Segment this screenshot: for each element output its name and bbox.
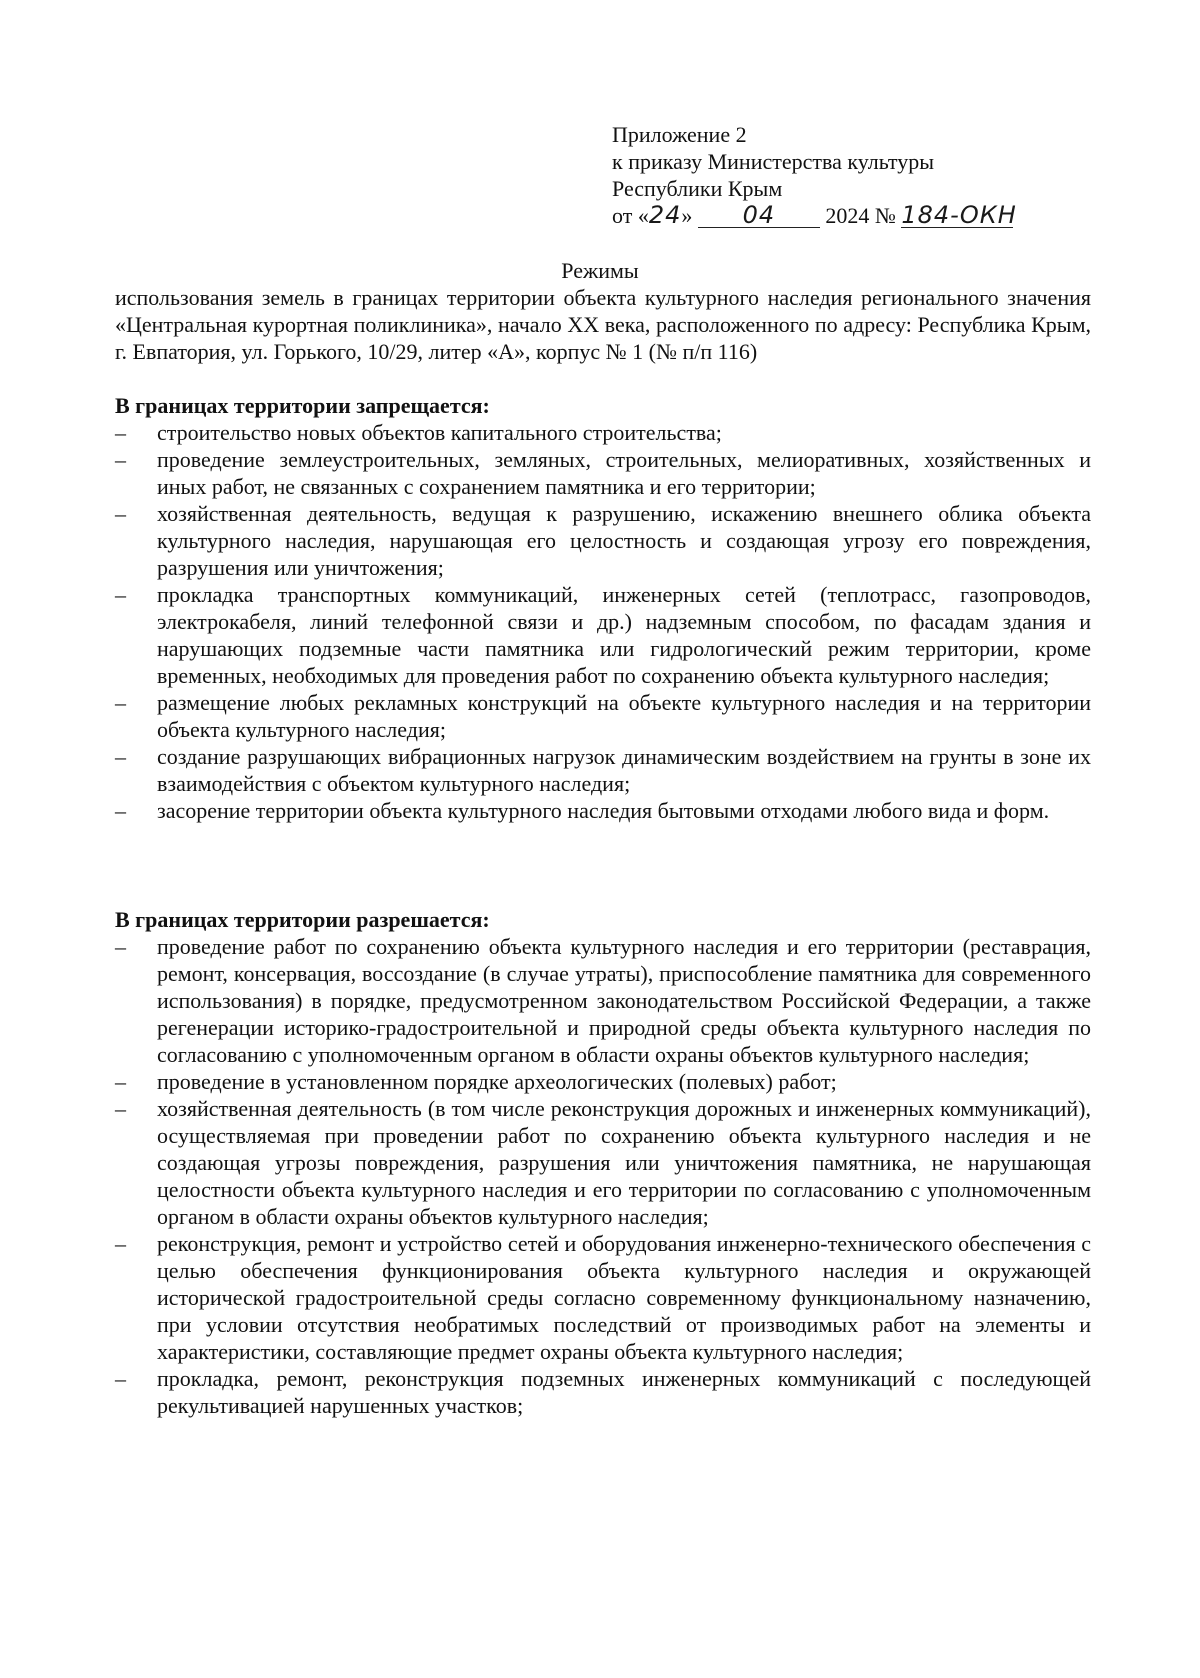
order-number-blank (901, 201, 1017, 229)
allowed-list (115, 933, 1091, 1419)
list-item (115, 1068, 1091, 1095)
dash-bullet: – (115, 690, 126, 715)
dash-bullet: – (115, 744, 126, 769)
list-item (115, 446, 1091, 500)
date-mid: » (681, 203, 693, 228)
dash-bullet: – (115, 582, 126, 607)
appendix-region: Республики Крым (612, 176, 783, 201)
date-prefix: от « (612, 203, 649, 228)
dash-bullet: – (115, 1366, 126, 1391)
list-item (115, 797, 1091, 824)
date-year: 2024 № (825, 203, 896, 228)
list-item (115, 500, 1091, 581)
list-item-text: создание разрушающих вибрационных нагрузок динамическим воздействием на грунты в зоне их взаимодействия с объектом культурного наследия; (157, 744, 1091, 796)
list-item-text: проведение работ по сохранению объекта культурного наследия и его территории (реставрация, ремонт, консервация, воссоздание (в случае утраты), приспособление памятника для современного использования) в порядке, предусмотренном законодательством Российской Федерации, а также регенерации историко-градостроительной и природной среды объекта культурного наследия по согласованию с уполномоченным органом в области охраны объектов культурного наследия; (157, 934, 1091, 1067)
list-item-text: хозяйственная деятельность (в том числе реконструкция дорожных и инженерных коммуникаций), осуществляемая при проведении работ по сохранению объекта культурного наследия и не создающая угрозы повреждения, разрушения или уничтожения памятника, не нарушающая целостности объекта культурного наследия и его территории по согласованию с уполномоченным органом в области охраны объектов культурного наследия; (157, 1096, 1091, 1229)
allowed-section (115, 906, 1091, 1419)
list-item (115, 743, 1091, 797)
handwritten-day: 24 (648, 201, 682, 229)
list-item-text: засорение территории объекта культурного наследия бытовыми отходами любого вида и форм. (157, 798, 1050, 823)
dash-bullet: – (115, 934, 126, 959)
dash-bullet: – (115, 798, 126, 823)
appendix-block (612, 121, 1082, 229)
dash-bullet: – (115, 447, 126, 472)
dash-bullet: – (115, 420, 126, 445)
list-item-text: прокладка, ремонт, реконструкция подземных инженерных коммуникаций с последующей рекультивацией нарушенных участков; (157, 1366, 1091, 1418)
list-item-text: проведение в установленном порядке археологических (полевых) работ; (157, 1069, 837, 1094)
month-blank (698, 201, 820, 229)
list-item (115, 933, 1091, 1068)
list-item (115, 1230, 1091, 1365)
appendix-label: Приложение 2 (612, 122, 747, 147)
dash-bullet: – (115, 501, 126, 526)
list-item (115, 1365, 1091, 1419)
appendix-order-ref: к приказу Министерства культуры (612, 149, 935, 174)
dash-bullet: – (115, 1231, 126, 1256)
dash-bullet: – (115, 1096, 126, 1121)
list-item (115, 1095, 1091, 1230)
list-item-text: прокладка транспортных коммуникаций, инженерных сетей (теплотрасс, газопроводов, электрокабеля, линий телефонной связи и др.) надземным способом, по фасадам здания и нарушающих подземные части памятника или гидрологический режим территории, кроме временных, необходимых для проведения работ по сохранению объекта культурного наследия; (157, 582, 1091, 688)
appendix-date-line (612, 202, 1082, 229)
list-item-text: строительство новых объектов капитального строительства; (157, 420, 722, 445)
prohibited-list (115, 419, 1091, 824)
list-item-text: проведение землеустроительных, земляных, строительных, мелиоративных, хозяйственных и иных работ, не связанных с сохранением памятника и его территории; (157, 447, 1091, 499)
document-title: Режимы (561, 258, 639, 283)
list-item-text: реконструкция, ремонт и устройство сетей и оборудования инженерно-технического обеспечения с целью обеспечения функционирования объекта культурного наследия и окружающей исторической градостроительной среды согласно современному функциональному назначению, при условии отсутствия необратимых последствий от производимых работ на элементы и характеристики, составляющие предмет охраны объекта культурного наследия; (157, 1231, 1091, 1364)
list-item (115, 419, 1091, 446)
list-item (115, 689, 1091, 743)
handwritten-month: 04 (742, 201, 776, 229)
list-item-text: размещение любых рекламных конструкций на объекте культурного наследия и на территории объекта культурного наследия; (157, 690, 1091, 742)
handwritten-order-number: 184-ОКН (901, 201, 1017, 229)
prohibited-section (115, 392, 1091, 824)
prohibited-heading: В границах территории запрещается: (115, 393, 490, 418)
allowed-heading: В границах территории разрешается: (115, 907, 490, 932)
list-item (115, 581, 1091, 689)
dash-bullet: – (115, 1069, 126, 1094)
list-item-text: хозяйственная деятельность, ведущая к разрушению, искажению внешнего облика объекта культурного наследия, нарушающая его целостность и создающая угрозу его повреждения, разрушения или уничтожения; (157, 501, 1091, 580)
document-subject: использования земель в границах территории объекта культурного наследия регионального значения «Центральная курортная поликлиника», начало XX века, расположенного по адресу: Республика Крым, г. Евпатория, ул. Горького, 10/29, литер «А», корпус № 1 (№ п/п 116) (115, 285, 1091, 364)
